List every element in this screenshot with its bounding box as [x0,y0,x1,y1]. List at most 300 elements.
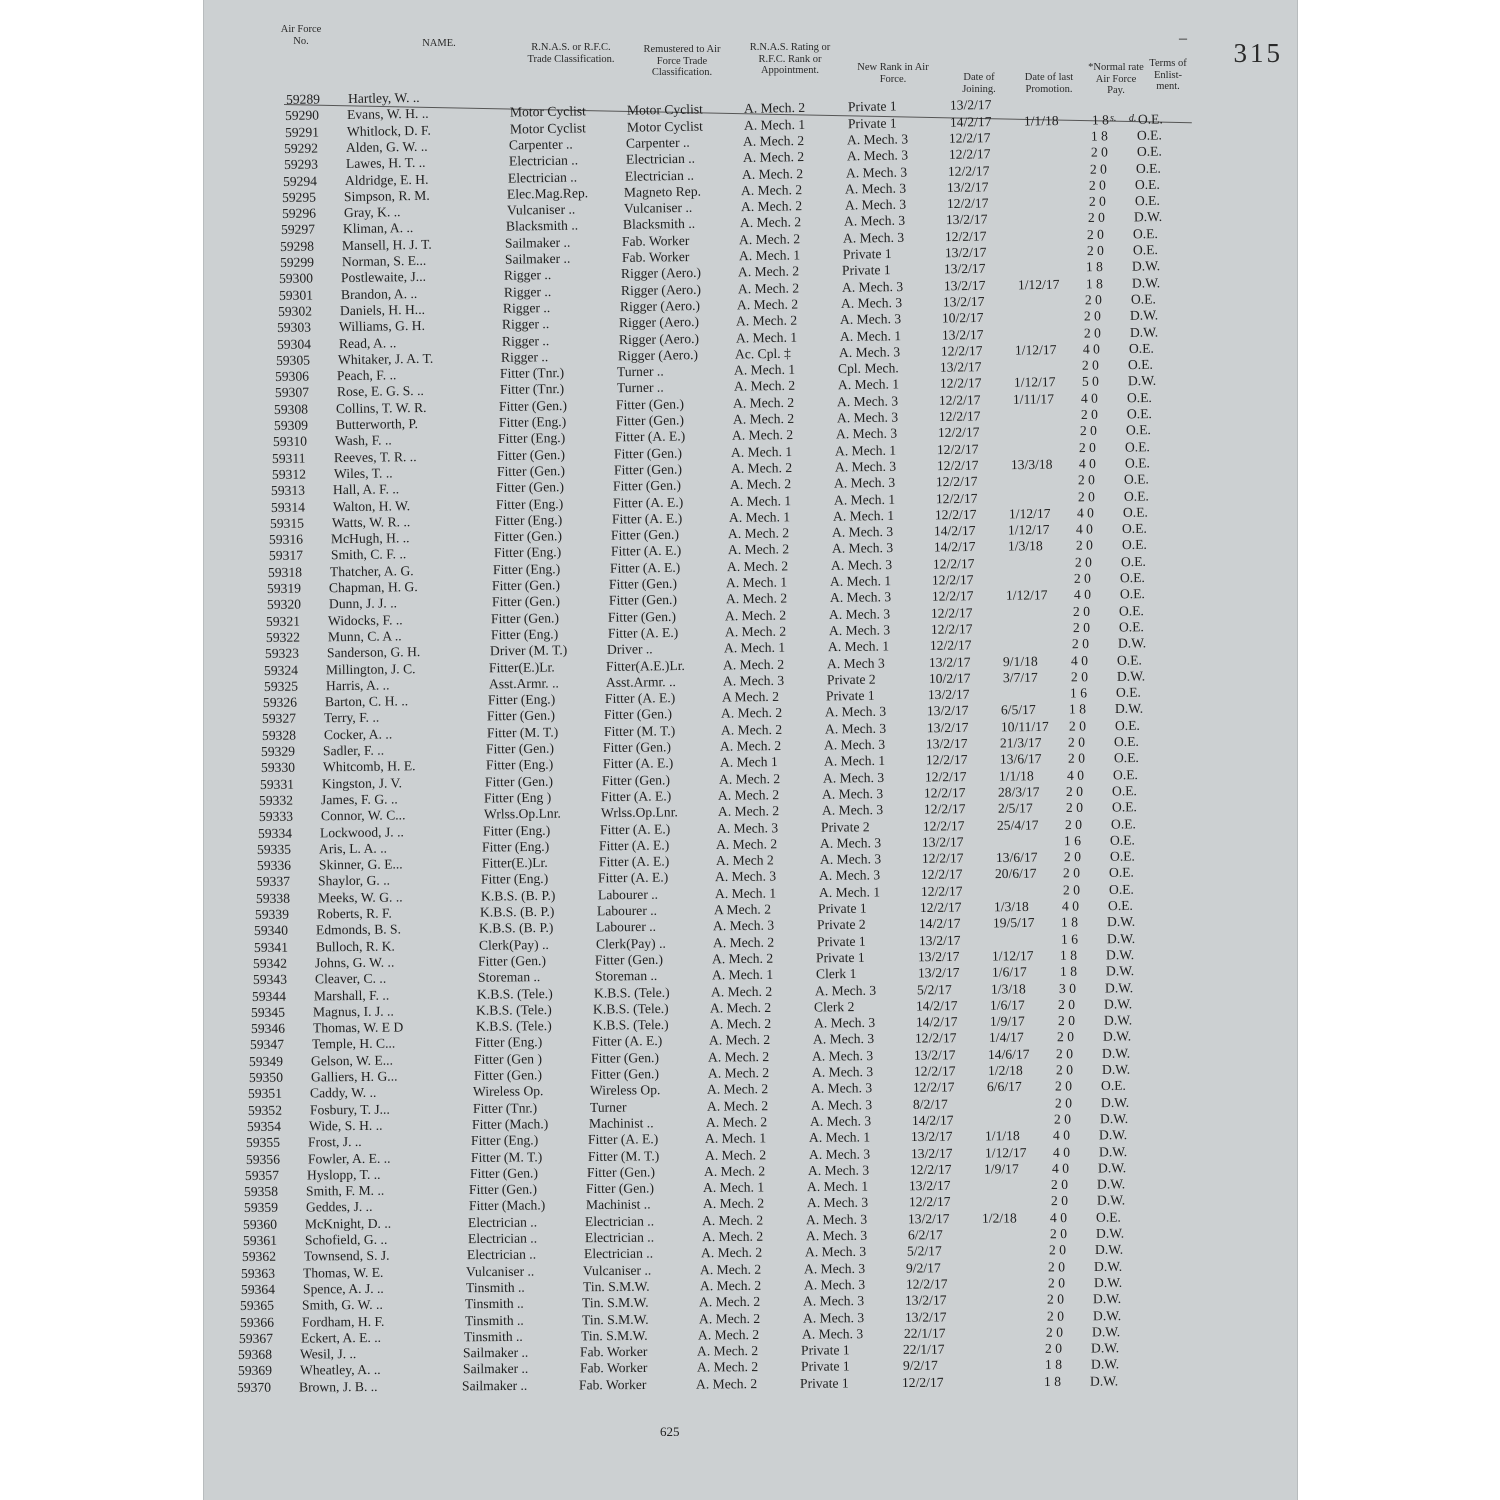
new-rank: Private 1 [799,1375,849,1391]
remustered-trade: Rigger (Aero.) [621,265,702,282]
remustered-trade: K.B.S. (Tele.) [593,1000,670,1017]
remustered-trade: Vulcaniser .. [623,199,692,216]
terms: O.E. [1110,832,1136,848]
service-number: 59366 [239,1314,274,1330]
footer-page-number: 625 [660,1424,680,1439]
name: Brandon, A. .. [340,285,417,302]
service-number: 59344 [251,988,286,1004]
service-number: 59306 [275,368,310,385]
trade-classification: Sailmaker .. [462,1361,528,1377]
date-promoted: 1/12/17 [1014,341,1057,358]
name: Schofield, G. .. [304,1231,387,1248]
pay-rate: 5 0 [1081,374,1099,390]
new-rank: A. Mech. 3 [808,1145,870,1162]
service-number: 59309 [273,417,308,433]
trade-classification: Fitter(E.)Lr. [481,854,548,871]
terms: O.E. [1101,1078,1127,1094]
terms: O.E. [1122,504,1148,520]
pay-rate: 1 6 [1069,685,1088,701]
new-rank: Clerk 1 [815,966,856,982]
remustered-trade: Fitter (Gen.) [608,592,677,609]
date-joined: 22/1/17 [903,1341,945,1358]
page-number: 315 [1233,38,1283,68]
pay-rate: 2 0 [1056,1029,1075,1045]
service-number: 59326 [262,694,298,711]
rnas-rating: A. Mech. 3 [715,868,777,885]
name: Terry, F. .. [324,710,380,726]
name: Thomas, W. E. [303,1264,384,1281]
pay-rate: 4 0 [1076,505,1094,521]
remustered-trade: Fab. Worker [580,1343,648,1360]
name: Fosbury, T. J... [309,1101,390,1118]
name: Caddy, W. .. [310,1085,377,1101]
rnas-rating: A. Mech. 2 [699,1277,761,1294]
remustered-trade: Clerk(Pay) .. [595,935,666,952]
name: Munn, C. A .. [327,628,402,645]
pay-rate: 2 0 [1089,177,1107,193]
service-number: 59356 [245,1151,280,1167]
name: Bulloch, R. K. [315,938,395,954]
name: Barton, C. H. .. [324,693,409,710]
rnas-rating: A. Mech. 2 [741,181,803,198]
new-rank: A. Mech. 1 [823,753,885,769]
trade-classification: Motor Cyclist [510,103,587,120]
trade-classification: Fitter (Gen.) [499,397,568,414]
date-joined: 12/2/17 [919,899,962,916]
remustered-trade: Turner .. [616,380,664,396]
remustered-trade: K.B.S. (Tele.) [592,1017,669,1033]
pay-rate: 2 0 [1062,881,1080,898]
service-number: 59359 [243,1200,278,1216]
trade-classification: Rigger .. [504,267,552,284]
terms: O.E. [1121,537,1147,553]
terms: O.E. [1123,471,1150,487]
remustered-trade: Fitter (Gen.) [601,771,670,788]
trade-classification: Fitter (Eng.) [482,822,551,839]
name: Widocks, F. .. [328,611,403,628]
date-promoted: 1/12/17 [1008,505,1051,522]
new-rank: A. Mech. 1 [818,884,880,900]
trade-classification: Fitter (Gen.) [484,773,553,790]
service-number: 59312 [271,466,306,482]
trade-classification: Rigger .. [502,299,551,316]
new-rank: A. Mech. 3 [841,278,903,295]
service-number: 59336 [256,857,291,874]
terms: O.E. [1133,225,1159,242]
pay-rate: 2 0 [1058,996,1076,1012]
name: Galliers, H. G... [310,1068,398,1085]
remustered-trade: Fitter (Gen.) [611,526,680,543]
service-number: 59297 [280,221,316,238]
date-joined: 13/2/17 [917,965,960,981]
date-promoted: 1/9/17 [989,1013,1025,1029]
remustered-trade: K.B.S. (Tele.) [593,984,670,1001]
terms: O.E. [1114,717,1140,733]
rnas-rating: A. Mech. 2 [731,427,794,444]
rnas-rating: A. Mech. 1 [726,574,788,591]
terms: D.W. [1116,668,1145,684]
remustered-trade: Fitter (A. E.) [599,820,671,837]
name: Wheatley, A. .. [299,1362,381,1378]
trade-classification: Tinsmith .. [464,1312,524,1328]
date-promoted: 1/4/17 [988,1029,1024,1046]
service-number: 59345 [251,1004,286,1020]
date-joined: 12/2/17 [948,146,991,163]
header-rnas-rating: R.N.A.S. Rating or R.F.C. Rank or Appointment. [749,42,831,76]
service-number: 59364 [240,1281,275,1297]
document-sheet [203,0,1298,1500]
terms: O.E. [1124,455,1150,471]
terms: O.E. [1112,783,1138,799]
service-number: 59354 [246,1118,281,1134]
date-joined: 13/2/17 [941,326,984,343]
remustered-trade: Electrician .. [584,1229,654,1246]
pay-rate: 4 0 [1071,652,1089,668]
header-normal-rate: *Normal rate Air Force Pay. [1088,62,1144,96]
remustered-trade: Fitter (A. E.) [604,690,676,707]
date-joined: 14/2/17 [911,1112,954,1128]
pay-rate: 1 8 [1091,111,1109,128]
trade-classification: Sailmaker .. [461,1377,528,1394]
pay-rate: 2 0 [1084,292,1102,308]
rnas-rating: A. Mech. 1 [728,509,791,525]
pay-rate: 2 0 [1083,324,1101,341]
service-number: 59360 [243,1216,278,1232]
new-rank: A. Mech. 3 [828,622,890,638]
remustered-trade: Fitter (Gen.) [614,445,683,462]
terms: D.W. [1115,701,1144,717]
remustered-trade: Magneto Rep. [624,183,702,200]
service-number: 59295 [282,189,317,205]
terms: D.W. [1090,1356,1119,1372]
rnas-rating: A. Mech. 2 [712,934,774,950]
rnas-rating: A. Mech. 2 [707,1065,770,1081]
rnas-rating: A. Mech 2 [715,852,774,869]
remustered-trade: Fitter (Gen.) [609,575,678,592]
terms: D.W. [1097,1176,1126,1192]
name: Wiles, T. .. [333,465,393,482]
pay-units: s. d. [1110,113,1137,124]
name: Thomas, W. E D [312,1019,403,1036]
date-joined: 13/2/17 [911,1128,953,1145]
trade-classification: Fitter (Eng.) [490,626,558,643]
service-number: 59291 [284,124,319,140]
pay-rate: 2 0 [1075,537,1093,554]
date-joined: 13/2/17 [947,179,989,195]
service-number: 59321 [266,613,301,629]
name: Butterworth, P. [335,416,418,433]
service-number: 59363 [241,1265,276,1281]
new-rank: Private 1 [848,98,898,115]
rnas-rating: A. Mech. 3 [716,819,779,836]
service-number: 59367 [238,1330,273,1346]
service-number: 59292 [284,140,319,156]
pay-rate: 2 0 [1051,1176,1069,1193]
terms: D.W. [1092,1307,1121,1323]
date-promoted: 1/1/18 [998,767,1034,784]
terms: D.W. [1103,1012,1132,1028]
trade-classification: Fitter (Gen.) [470,1165,539,1181]
rnas-rating: A. Mech. 2 [720,721,783,738]
terms: O.E. [1128,340,1155,356]
date-joined: 12/2/17 [937,424,980,441]
remustered-trade: Asst.Armr. .. [605,673,676,690]
service-number: 59310 [272,433,308,450]
remustered-trade: Fitter (Gen.) [608,608,677,625]
trade-classification: Asst.Armr. .. [488,675,559,692]
new-rank: A. Mech. 1 [830,573,892,589]
trade-classification: Fitter (Eng.) [485,756,553,773]
rnas-rating: A. Mech. 1 [743,116,805,133]
date-promoted: 2/5/17 [997,800,1033,816]
rnas-rating: A. Mech. 2 [726,558,789,574]
new-rank: A. Mech. 1 [807,1178,869,1195]
date-joined: 13/2/17 [909,1177,952,1194]
terms: O.E. [1109,865,1135,881]
name: Fowler, A. E. .. [307,1150,391,1166]
trade-classification: Fitter (Tnr.) [500,365,565,381]
rnas-rating: A. Mech. 2 [716,836,778,852]
new-rank: A. Mech. 3 [819,851,882,868]
date-joined: 12/2/17 [924,784,966,801]
name: Aris, L. A. .. [319,840,388,857]
new-rank: A. Mech. 3 [801,1325,864,1342]
trade-classification: Fitter (Gen.) [478,952,547,969]
header-name: NAME. [422,38,456,49]
name: Millington, J. C. [326,660,416,677]
new-rank: A. Mech. 3 [813,1015,875,1031]
new-rank: A. Mech. 3 [829,589,891,606]
trade-classification: Fitter (Mach.) [468,1197,546,1214]
new-rank: Private 2 [826,671,876,688]
date-joined: 13/2/17 [910,1145,953,1161]
date-promoted: 28/3/17 [998,784,1040,800]
pay-rate: 3 0 [1058,980,1076,996]
name: Walton, H. W. [332,497,410,514]
remustered-trade: Motor Cyclist [626,118,703,135]
rnas-rating: A. Mech. 2 [702,1195,765,1212]
remustered-trade: Fitter (A. E.) [591,1033,663,1050]
service-number: 59343 [252,971,287,988]
new-rank: A. Mech. 3 [807,1162,870,1178]
service-number: 59350 [248,1069,283,1085]
terms: O.E. [1117,651,1143,668]
rnas-rating: A. Mech. 2 [729,476,792,493]
trade-classification: Fitter (Eng.) [481,871,549,887]
new-rank: A. Mech. 3 [802,1309,864,1326]
trade-classification: Fitter(E.)Lr. [489,658,556,675]
date-joined: 8/2/17 [912,1096,948,1112]
trade-classification: Fitter (Gen ) [474,1050,543,1067]
rnas-rating: Ac. Cpl. ‡ [734,345,792,362]
trade-classification: Wireless Op. [473,1083,544,1100]
service-number: 59315 [269,515,304,531]
terms: O.E. [1113,750,1139,766]
date-promoted: 13/3/18 [1010,456,1053,473]
date-joined: 12/2/17 [924,768,967,785]
trade-classification: Fitter (Gen.) [473,1067,542,1083]
date-joined: 12/2/17 [932,572,974,588]
date-promoted: 1/3/18 [993,898,1029,915]
pay-rate: 2 0 [1074,570,1092,586]
pay-rate: 2 0 [1047,1291,1065,1307]
pay-rate: 2 0 [1054,1095,1072,1111]
remustered-trade: Fitter (Gen.) [612,477,682,494]
name: Temple, H. C... [311,1035,396,1052]
date-joined: 14/2/17 [949,113,992,130]
remustered-trade: Fitter (M. T.) [603,722,676,739]
pay-rate: 1 8 [1059,963,1077,980]
date-joined: 12/2/17 [925,752,968,768]
new-rank: A. Mech. 3 [846,147,908,164]
service-number: 59357 [245,1167,280,1183]
service-number: 59355 [246,1134,281,1151]
date-joined: 13/2/17 [927,686,970,703]
name: Dunn, J. J. .. [328,595,397,612]
new-rank: A. Mech. 3 [835,425,898,442]
trade-classification: Fitter (Tnr.) [472,1099,537,1116]
pay-rate: 2 0 [1070,668,1088,685]
name: Whitcomb, H. E. [322,758,416,775]
remustered-trade: Fitter (A. E.) [612,494,683,511]
date-promoted: 1/1/18 [985,1128,1021,1144]
new-rank: A. Mech. 3 [830,556,893,573]
date-joined: 13/2/17 [944,244,987,261]
new-rank: Private 2 [820,818,870,835]
pay-rate: 2 0 [1068,734,1086,750]
terms: D.W. [1091,1323,1121,1340]
trade-classification: Fitter (Eng.) [474,1034,543,1051]
trade-classification: Blacksmith .. [505,217,579,235]
name: Reeves, T. R. .. [334,448,418,465]
date-promoted: 13/6/17 [995,849,1038,866]
date-joined: 12/2/17 [914,1030,957,1046]
pay-rate: 2 0 [1068,718,1086,734]
name: Edmonds, B. S. [316,921,402,938]
date-joined: 14/2/17 [916,997,958,1014]
date-joined: 12/2/17 [920,883,963,899]
terms: O.E. [1109,848,1135,864]
date-joined: 12/2/17 [931,588,974,605]
rnas-rating: A. Mech. 2 [741,165,804,182]
rnas-rating: A. Mech. 1 [735,329,797,346]
rnas-rating: A. Mech. 2 [698,1310,760,1326]
terms: D.W. [1105,963,1134,979]
name: Daniels, H. H... [339,301,425,319]
date-joined: 12/2/17 [935,490,978,506]
pay-rate: 2 0 [1089,160,1107,177]
remustered-trade: Electrician .. [624,167,695,184]
date-promoted: 1/12/17 [1013,374,1056,391]
service-number: 59319 [267,580,302,596]
trade-classification: Fitter (Gen.) [492,577,561,594]
new-rank: A. Mech. 3 [822,785,884,802]
rnas-rating: A. Mech. 2 [728,525,790,542]
rnas-rating: A. Mech. 1 [703,1179,765,1196]
pay-rate: 2 0 [1056,1045,1074,1061]
service-number: 59302 [277,303,313,319]
remustered-trade: Fab. Worker [578,1376,647,1393]
date-promoted: 1/1/18 [1023,112,1059,129]
pay-rate: 2 0 [1048,1242,1067,1258]
terms: D.W. [1133,209,1163,225]
remustered-trade: Fitter (A. E.) [610,543,681,560]
date-joined: 10/2/17 [942,310,984,326]
name: Aldridge, E. H. [344,171,429,188]
pay-rate: 2 0 [1063,865,1081,881]
trade-classification: Electrician .. [466,1246,537,1263]
date-promoted: 6/5/17 [1001,702,1037,718]
rnas-rating: A. Mech. 3 [713,917,775,934]
pay-rate: 2 0 [1088,193,1106,210]
header-date-joining: Date of Joining. [962,72,996,95]
date-joined: 5/2/17 [906,1243,942,1259]
new-rank: A. Mech. 3 [811,1080,873,1097]
pay-rate: 2 0 [1064,816,1083,832]
date-joined: 12/2/17 [932,555,975,572]
terms: O.E. [1111,799,1137,815]
pay-rate: 2 0 [1073,603,1091,619]
service-number: 59369 [237,1363,272,1379]
date-promoted: 25/4/17 [996,816,1039,833]
terms: O.E. [1118,619,1144,635]
terms: D.W. [1106,930,1135,946]
trade-classification: Fitter (Eng.) [482,838,550,855]
trade-classification: Fitter (Gen.) [491,609,560,626]
service-number: 59300 [279,270,314,287]
date-joined: 13/2/17 [918,932,961,948]
pay-rate: 1 8 [1043,1373,1062,1389]
remustered-trade: Fab. Worker [622,232,690,249]
terms: O.E. [1112,766,1138,782]
name: Gelson, W. E... [311,1052,394,1069]
service-number: 59342 [253,955,288,971]
trade-classification: Fitter (Gen.) [495,479,565,496]
rnas-rating: A. Mech. 2 [708,1032,771,1048]
remustered-trade: Fitter (Gen.) [590,1066,659,1082]
service-number: 59340 [254,922,289,939]
name: Skinner, G. E... [318,856,403,873]
terms: D.W. [1106,946,1135,963]
service-number: 59370 [236,1379,272,1395]
name: Whitaker, J. A. T. [337,350,434,367]
rnas-rating: A. Mech. 2 [740,198,802,215]
trade-classification: K.B.S. (Tele.) [476,985,553,1002]
rnas-rating: A. Mech. 2 [720,738,782,754]
pay-rate: 2 0 [1049,1226,1067,1242]
name: Wash, F. .. [334,432,392,449]
date-promoted: 1/12/17 [984,1144,1027,1160]
service-number: 59341 [253,939,288,955]
trade-classification: Electrician .. [468,1214,538,1230]
terms: O.E. [1136,143,1162,160]
new-rank: A. Mech. 3 [844,196,906,213]
trade-classification: Rigger .. [500,348,549,365]
remustered-trade: Rigger (Aero.) [617,346,699,363]
new-rank: Private 1 [825,687,875,704]
service-number: 59334 [258,825,293,841]
service-number: 59294 [282,172,317,189]
terms: D.W. [1095,1225,1124,1241]
new-rank: A. Mech. 3 [804,1244,867,1260]
name: Shaylor, G. .. [318,872,391,889]
remustered-trade: Fitter (A. E.) [588,1131,659,1148]
date-joined: 12/2/17 [935,473,978,490]
date-joined: 13/2/17 [943,277,986,293]
date-joined: 13/2/17 [908,1210,950,1227]
new-rank: Private 2 [817,916,867,933]
new-rank: A. Mech. 3 [803,1276,865,1293]
